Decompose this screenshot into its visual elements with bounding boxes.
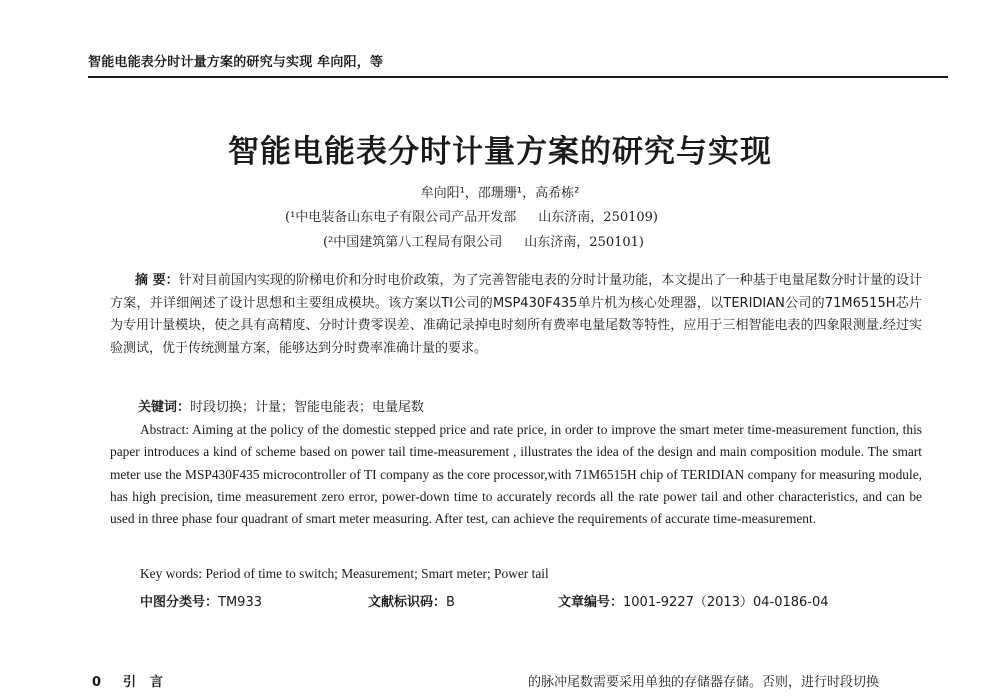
running-head: 智能电能表分时计量方案的研究与实现 牟向阳，等 [88, 55, 384, 70]
keywords-chinese [138, 396, 424, 415]
abstract-chinese [110, 270, 922, 360]
abstract-label: 摘 要： [135, 273, 179, 288]
affiliation-place: 山东济南，250101) [524, 235, 644, 250]
keywords-label: 关键词： [138, 400, 191, 415]
body-text-column-2: 的脉冲尾数需要采用单独的存储器存储。否则，进行时段切换 [528, 675, 880, 690]
affiliation-org: (²中国建筑第八工程局有限公司 [323, 235, 503, 250]
authors: 牟向阳¹，邵珊珊¹，高希栋² [420, 186, 580, 201]
header-rule [88, 76, 948, 78]
section-title: 引言 [123, 675, 178, 690]
keywords-text: 时段切换；计量；智能电能表；电量尾数 [190, 400, 425, 415]
affiliation-1 [285, 206, 658, 225]
article-number-label: 文章编号： [558, 595, 624, 610]
clc-label: 中图分类号： [140, 595, 219, 610]
article-number-value: 1001-9227（2013）04-0186-04 [623, 595, 829, 610]
keywords-english: Key words: Period of time to switch; Measurement; Smart meter; Power tail [140, 566, 549, 581]
article-number [558, 591, 829, 610]
document-code-label: 文献标识码： [368, 595, 447, 610]
affiliation-2 [323, 231, 644, 250]
abstract-english: Abstract: Aiming at the policy of the domestic stepped price and rate price, in order to improve the smart meter time-measurement function, this paper introduces a kind of scheme based on power tail time-measurement , illustrates the idea of the design and main composition module. The smart meter use the MSP430F435 microcontroller of TI company as the core processor,with 71M6515H chip of TERIDIAN company for measuring module, has high precision, time measurement zero error, power-down time to accurately records all the rate power tail and other characteristics, and can be used in three phase four quadrant of smart meter measuring. After test, can achieve the requirements of accurate time-measurement. [110, 422, 922, 527]
document-code-value: B [446, 595, 455, 610]
clc-value: TM933 [218, 595, 262, 610]
clc-number [140, 591, 262, 610]
section-number: 0 [92, 675, 102, 690]
affiliation-org: (¹中电装备山东电子有限公司产品开发部 [285, 210, 517, 225]
abstract-text: 针对目前国内实现的阶梯电价和分时电价政策，为了完善智能电表的分时计量功能，本文提出了一种基于电量尾数分时计量的设计方案，并详细阐述了设计思想和主要组成模块。该方案以TI公司的MSP430F435单片机为核心处理器，以TERIDIAN公司的71M6515H芯片为专用计量模块，使之具有高精度、分时计费零误差、准确记录掉电时刻所有费率电量尾数等特性，应用于三相智能电表的四象限测量.经过实验测试，优于传统测量方案，能够达到分时费率准确计量的要求。 [110, 273, 922, 356]
section-heading [92, 671, 177, 690]
paper-title: 智能电能表分时计量方案的研究与实现 [228, 134, 772, 170]
document-code [368, 591, 455, 610]
affiliation-place: 山东济南，250109) [538, 210, 658, 225]
